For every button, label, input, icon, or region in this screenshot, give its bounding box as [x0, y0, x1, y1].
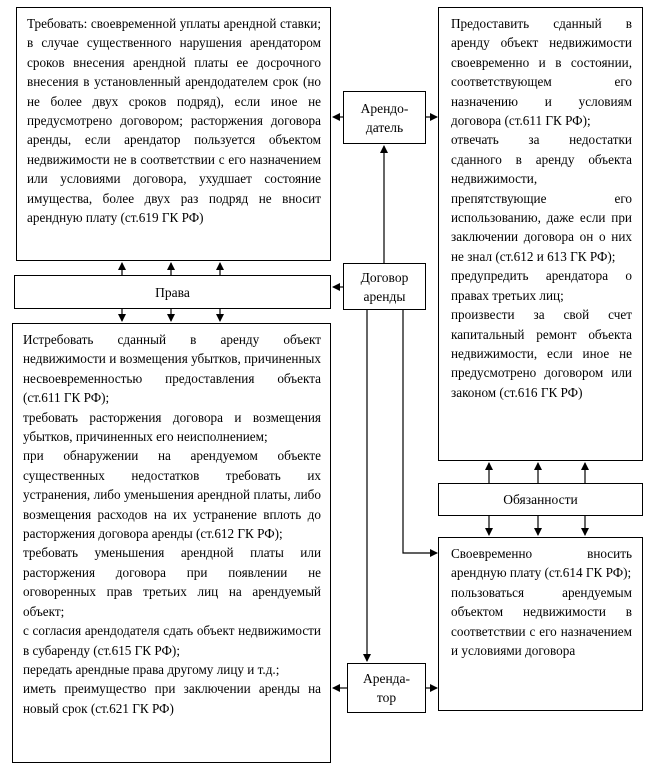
tenant-right-item: требовать расторжения договора и возмещения убытков, причиненных его неисполнением;	[23, 409, 321, 445]
landlord-obligation-item: произвести за свой счет капитальный ремонт объекта недвижимости, если иное не предусмотрено договором или законом (ст.616 ГК РФ)	[451, 307, 632, 400]
arrow-contract-to-tenant-obligations	[403, 309, 437, 553]
landlord-obligation-item: Предоставить сданный в аренду объект недвижимости своевременно и в состоянии, соответствующем его назначению и условиям договора (ст.611 ГК РФ);	[451, 16, 632, 129]
tenant-obligation-item: пользоваться арендуемым объектом недвижимости в соответствии с его назначением и условиями договора	[451, 584, 632, 659]
tenant-label-line2: тор	[376, 690, 397, 705]
landlord-box	[343, 91, 426, 144]
rights-label: Права	[155, 284, 190, 300]
tenant-right-item: требовать уменьшения арендной платы или расторжения договора при появлении не оговоренных прав третьих лиц на арендуемый объект;	[23, 545, 321, 619]
landlord-label-line1: Арендо-	[360, 100, 409, 116]
tenant-right-item: передать арендные права другому лицу и т.д.;	[23, 661, 280, 677]
rights-box	[14, 275, 331, 309]
tenant-right-item: Истребовать сданный в аренду объект недвижимости и возмещения убытков, причиненных несвоевременностью предоставления объекта (ст.611 ГК РФ);	[23, 332, 321, 406]
tenant-right-item: иметь преимущество при заключении аренды на новый срок (ст.621 ГК РФ)	[23, 681, 321, 716]
contract-box	[343, 263, 426, 310]
landlord-rights-box	[16, 7, 331, 261]
tenant-box	[347, 663, 426, 713]
obligations-label: Обязанности	[503, 492, 578, 507]
tenant-label-line1: Аренда-	[362, 671, 411, 686]
landlord-label-line2: датель	[365, 119, 404, 135]
tenant-obligations-box	[438, 537, 643, 711]
landlord-obligation-item: отвечать за недостатки сданного в аренду объекта недвижимости, препятствующие его использованию, даже если при заключении договора он о них не знал (ст.612 и 613 ГК РФ);	[451, 132, 632, 264]
landlord-rights-text: Требовать: своевременной уплаты арендной ставки; в случае существенного нарушения арендатором сроков внесения арендной платы ее досрочного внесения в установленный арендодателем срок (но не более двух сроков подряд), если иное не предусмотрено договором; расторжения договора аренды, если арендатор пользуется объектом недвижимости не в соответствии с его назначением или условиями договора, ухудшает состояние имущества, более двух раз подряд не вносит арендную плату (ст.619 ГК РФ)	[27, 16, 321, 226]
landlord-obligations-box	[438, 7, 643, 461]
tenant-rights-box	[12, 323, 331, 763]
obligations-box	[438, 483, 643, 516]
tenant-right-item: при обнаружении на арендуемом объекте существенных недостатков требовать их устранения, либо уменьшения арендной платы, либо возмещения расходов на их устранение вплоть до расторжения договора аренды (ст.612 ГК РФ);	[23, 448, 321, 542]
tenant-right-item: с согласия арендодателя сдать объект недвижимости в субаренду (ст.615 ГК РФ);	[23, 623, 321, 658]
landlord-obligation-item: предупредить арендатора о правах третьих лиц;	[451, 268, 632, 303]
contract-label: Договор аренды	[360, 269, 409, 304]
tenant-obligation-item: Своевременно вносить арендную плату (ст.614 ГК РФ);	[451, 546, 632, 581]
